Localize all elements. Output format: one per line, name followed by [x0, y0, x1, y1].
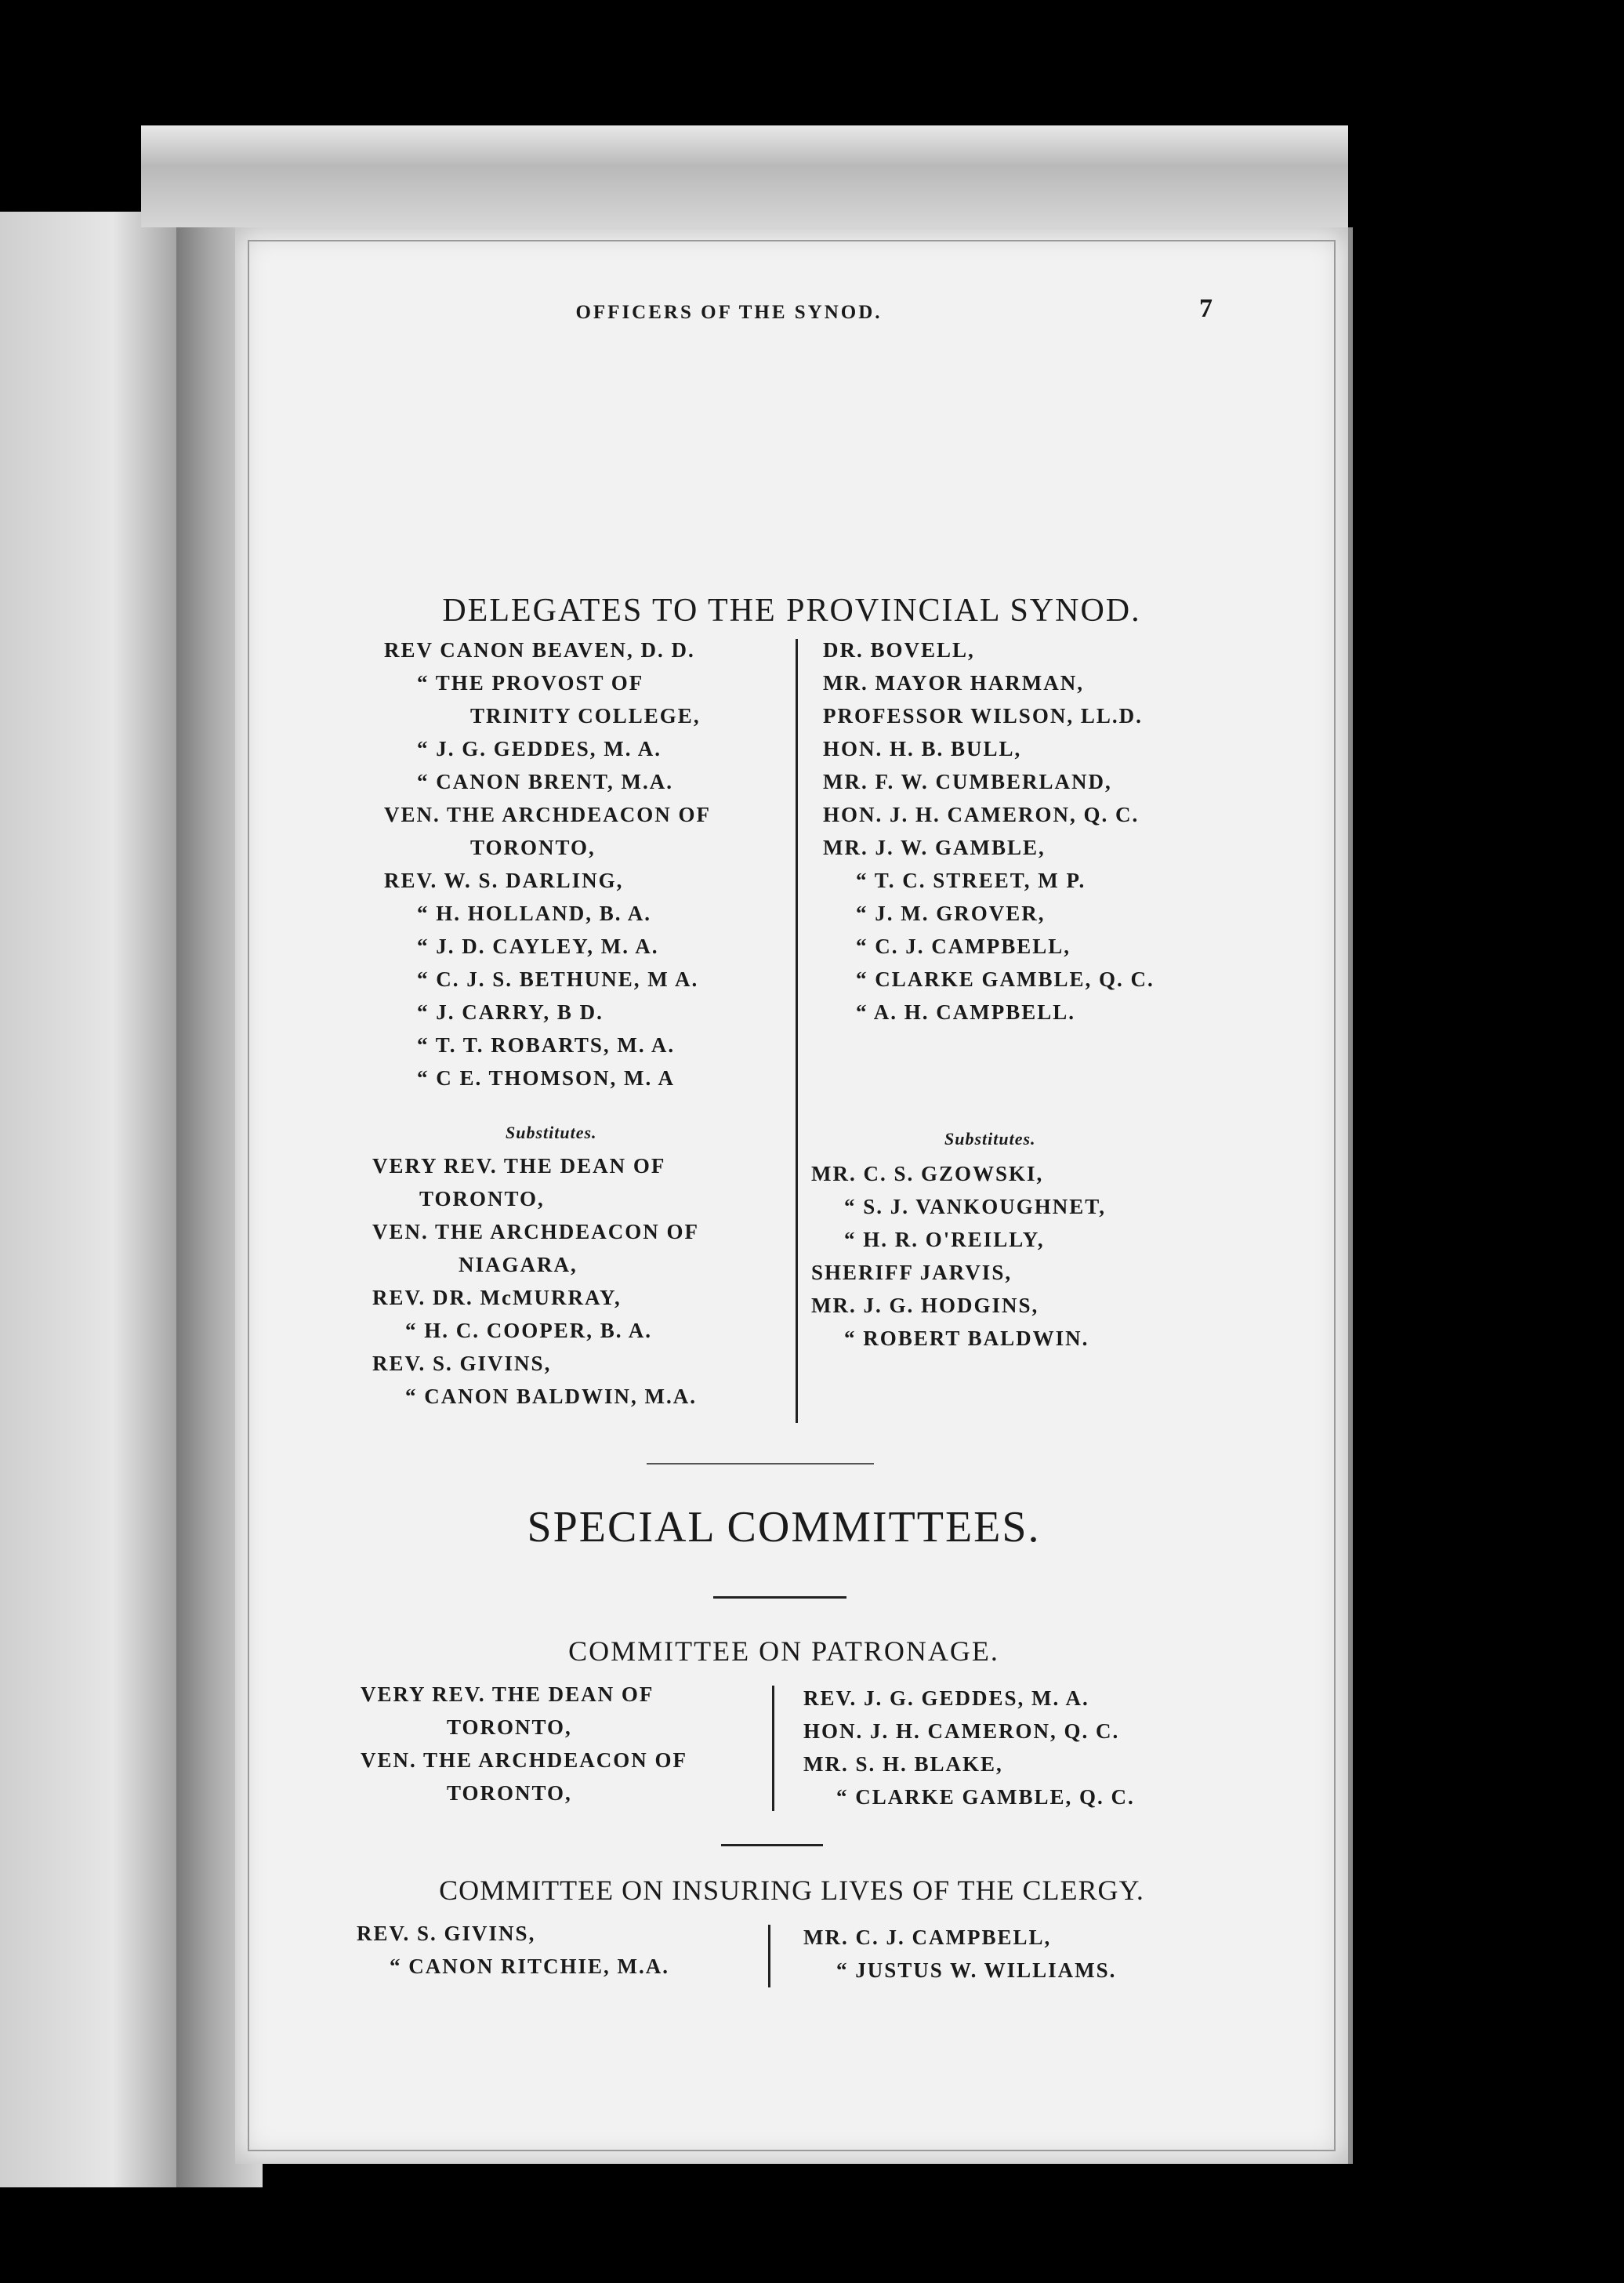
list-item: “ H. HOLLAND, B. A.: [417, 902, 652, 925]
list-item: PROFESSOR WILSON, LL.D.: [823, 704, 1143, 728]
list-item: HON. H. B. BULL,: [823, 737, 1022, 760]
patronage-heading: COMMITTEE ON PATRONAGE.: [568, 1635, 999, 1667]
running-head: OFFICERS OF THE SYNOD.: [575, 302, 883, 323]
page-top-edge: [141, 125, 1348, 227]
list-item: “ C. J. CAMPBELL,: [856, 935, 1071, 958]
list-item: TORONTO,: [470, 836, 596, 859]
list-item: “ J. G. GEDDES, M. A.: [417, 737, 662, 760]
list-item: VEN. THE ARCHDEACON OF: [372, 1220, 700, 1243]
list-item: “ J. D. CAYLEY, M. A.: [417, 935, 659, 958]
delegates-left-column: [384, 633, 792, 1094]
insuring-heading: COMMITTEE ON INSURING LIVES OF THE CLERGY.: [439, 1875, 1144, 1906]
list-item: MR. C. J. CAMPBELL,: [803, 1925, 1052, 1949]
column-divider: [796, 639, 798, 1423]
list-item: MR. J. W. GAMBLE,: [823, 836, 1046, 859]
substitutes-label-left: Substitutes.: [506, 1123, 597, 1142]
substitutes-left-column: [372, 1149, 796, 1413]
list-item: SHERIFF JARVIS,: [811, 1261, 1013, 1284]
special-committees-heading: SPECIAL COMMITTEES.: [527, 1503, 1041, 1552]
list-item: TORONTO,: [447, 1781, 572, 1805]
column-divider: [768, 1925, 770, 1987]
list-item: MR. F. W. CUMBERLAND,: [823, 770, 1112, 793]
substitutes-label-right: Substitutes.: [944, 1129, 1036, 1149]
list-item: “ C. J. S. BETHUNE, M A.: [417, 967, 699, 991]
section-divider: [721, 1844, 823, 1846]
list-item: “ THE PROVOST OF: [417, 671, 644, 695]
list-item: REV. DR. McMURRAY,: [372, 1286, 622, 1309]
list-item: “ J. M. GROVER,: [856, 902, 1046, 925]
list-item: “ S. J. VANKOUGHNET,: [844, 1195, 1107, 1218]
patronage-left-column: [361, 1678, 768, 1809]
list-item: MR. C. S. GZOWSKI,: [811, 1162, 1044, 1185]
list-item: “ J. CARRY, B D.: [417, 1000, 604, 1024]
list-item: “ A. H. CAMPBELL.: [856, 1000, 1076, 1024]
list-item: TORONTO,: [419, 1187, 545, 1210]
list-item: “ T. T. ROBARTS, M. A.: [417, 1033, 676, 1057]
list-item: “ CANON BALDWIN, M.A.: [405, 1385, 697, 1408]
page-number: 7: [1199, 294, 1213, 323]
list-item: VEN. THE ARCHDEACON OF: [384, 803, 712, 826]
column-divider: [772, 1686, 774, 1811]
list-item: VERY REV. THE DEAN OF: [361, 1682, 654, 1706]
list-item: “ ROBERT BALDWIN.: [844, 1327, 1089, 1350]
list-item: REV. J. G. GEDDES, M. A.: [803, 1686, 1089, 1710]
list-item: “ JUSTUS W. WILLIAMS.: [836, 1958, 1117, 1982]
list-item: MR. MAYOR HARMAN,: [823, 671, 1084, 695]
facing-page-edge: [0, 212, 188, 2187]
insuring-left-column: [357, 1917, 764, 1983]
list-item: DR. BOVELL,: [823, 638, 975, 662]
list-item: “ C E. THOMSON, M. A: [417, 1066, 676, 1090]
list-item: “ CANON BRENT, M.A.: [417, 770, 673, 793]
list-item: TORONTO,: [447, 1715, 572, 1739]
list-item: REV CANON BEAVEN, D. D.: [384, 638, 695, 662]
list-item: HON. J. H. CAMERON, Q. C.: [823, 803, 1140, 826]
list-item: “ CLARKE GAMBLE, Q. C.: [856, 967, 1155, 991]
section-divider: [713, 1596, 846, 1599]
delegates-heading: DELEGATES TO THE PROVINCIAL SYNOD.: [442, 593, 1141, 629]
list-item: MR. S. H. BLAKE,: [803, 1752, 1003, 1776]
list-item: “ CANON RITCHIE, M.A.: [390, 1955, 670, 1978]
list-item: VEN. THE ARCHDEACON OF: [361, 1748, 688, 1772]
list-item: HON. J. H. CAMERON, Q. C.: [803, 1719, 1120, 1743]
list-item: REV. S. GIVINS,: [357, 1922, 536, 1945]
substitutes-right-column: [811, 1157, 1250, 1355]
list-item: “ CLARKE GAMBLE, Q. C.: [836, 1785, 1135, 1809]
list-item: REV. W. S. DARLING,: [384, 869, 624, 892]
delegates-right-column: [823, 633, 1262, 1029]
section-divider: [647, 1463, 874, 1465]
list-item: TRINITY COLLEGE,: [470, 704, 701, 728]
list-item: “ T. C. STREET, M P.: [856, 869, 1086, 892]
insuring-right-column: [803, 1921, 1242, 1987]
list-item: VERY REV. THE DEAN OF: [372, 1154, 666, 1178]
list-item: NIAGARA,: [459, 1253, 578, 1276]
list-item: “ H. R. O'REILLY,: [844, 1228, 1045, 1251]
list-item: MR. J. G. HODGINS,: [811, 1294, 1039, 1317]
list-item: “ H. C. COOPER, B. A.: [405, 1319, 653, 1342]
list-item: REV. S. GIVINS,: [372, 1352, 552, 1375]
patronage-right-column: [803, 1682, 1242, 1813]
